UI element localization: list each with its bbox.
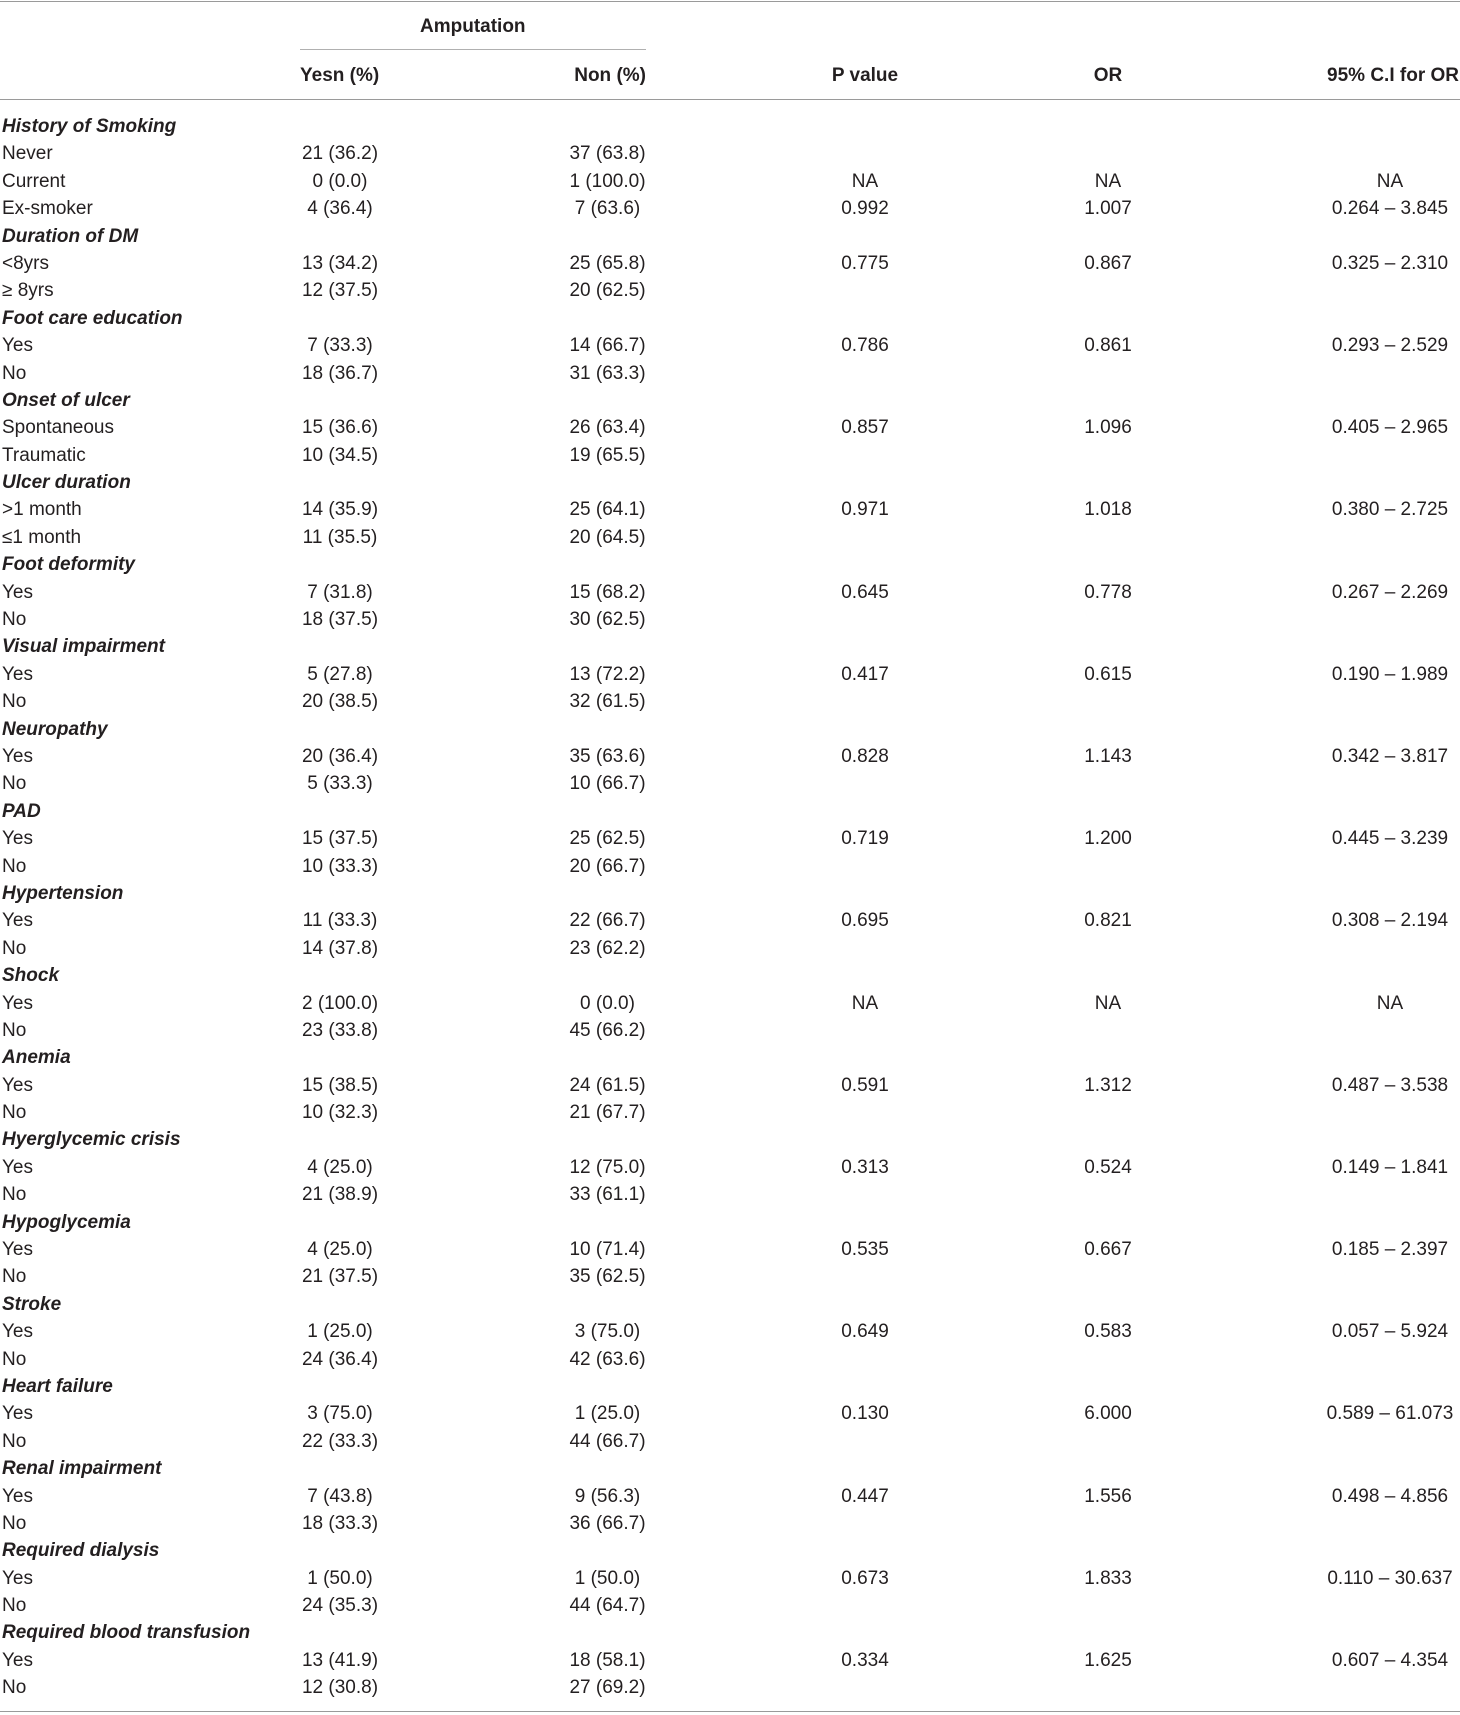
- yes-count-cell: 18 (37.5): [301, 609, 379, 631]
- row-label: PAD: [2, 800, 41, 822]
- row-label: Heart failure: [2, 1375, 113, 1397]
- p-value-cell: NA: [851, 992, 879, 1014]
- p-value-cell: 0.775: [841, 252, 889, 274]
- row-label: Hyerglycemic crisis: [2, 1129, 181, 1151]
- confidence-interval-cell: 0.264 – 3.845: [1331, 198, 1449, 220]
- p-value-cell: 0.695: [841, 910, 889, 932]
- yes-count-cell: 4 (25.0): [307, 1239, 373, 1261]
- row-label: Required dialysis: [2, 1540, 160, 1562]
- yes-count-cell: 18 (36.7): [301, 362, 379, 384]
- table-row: [0, 661, 1460, 688]
- table-section-heading: [0, 1126, 1460, 1153]
- confidence-interval-cell: 0.325 – 2.310: [1331, 252, 1449, 274]
- row-label: No: [2, 609, 27, 631]
- no-count-cell: 10 (66.7): [569, 773, 646, 795]
- table-section-heading: [0, 387, 1460, 414]
- odds-ratio-cell: 6.000: [1084, 1403, 1132, 1425]
- p-value-cell: 0.130: [841, 1403, 889, 1425]
- odds-ratio-cell: 0.667: [1084, 1239, 1132, 1261]
- no-count-cell: 3 (75.0): [574, 1321, 641, 1343]
- row-label: No: [2, 1019, 27, 1041]
- odds-ratio-cell: 1.018: [1084, 499, 1132, 521]
- no-count-cell: 0 (0.0): [580, 992, 635, 1014]
- yes-count-cell: 1 (50.0): [307, 1567, 373, 1589]
- no-count-cell: 44 (66.7): [569, 1430, 646, 1452]
- row-label: Yes: [2, 1649, 33, 1671]
- no-count-cell: 20 (62.5): [569, 280, 646, 302]
- table-section-heading: [0, 551, 1460, 578]
- yes-count-cell: 10 (32.3): [301, 1102, 379, 1124]
- no-count-cell: 19 (65.5): [569, 444, 646, 466]
- table-row: [0, 1263, 1460, 1290]
- row-label: Yes: [2, 663, 33, 685]
- col-header-yes: Yesn (%): [300, 65, 380, 86]
- no-count-cell: 33 (61.1): [569, 1184, 646, 1206]
- row-label: Neuropathy: [2, 718, 108, 740]
- p-value-cell: 0.992: [841, 198, 889, 220]
- row-label: Yes: [2, 910, 33, 932]
- row-label: Yes: [2, 1485, 33, 1507]
- row-label: Foot deformity: [2, 554, 135, 576]
- no-count-cell: 21 (67.7): [569, 1102, 646, 1124]
- yes-count-cell: 14 (35.9): [301, 499, 379, 521]
- row-label: Anemia: [2, 1047, 71, 1069]
- table-row: [0, 332, 1460, 359]
- no-count-cell: 20 (66.7): [569, 855, 646, 877]
- table-section-heading: [0, 1537, 1460, 1564]
- table-row: [0, 1181, 1460, 1208]
- table-row: [0, 442, 1460, 469]
- no-count-cell: 22 (66.7): [569, 910, 646, 932]
- row-label: Yes: [2, 745, 33, 767]
- row-label: Yes: [2, 1239, 33, 1261]
- row-label: Yes: [2, 828, 33, 850]
- no-count-cell: 35 (63.6): [569, 745, 646, 767]
- row-label: No: [2, 1595, 27, 1617]
- yes-count-cell: 20 (38.5): [301, 691, 379, 713]
- table-row: [0, 1674, 1460, 1701]
- table-section-heading: [0, 633, 1460, 660]
- no-count-cell: 37 (63.8): [569, 143, 646, 165]
- odds-ratio-cell: NA: [1094, 170, 1122, 192]
- no-count-cell: 30 (62.5): [569, 609, 646, 631]
- confidence-interval-cell: 0.342 – 3.817: [1331, 745, 1449, 767]
- yes-count-cell: 23 (33.8): [301, 1019, 379, 1041]
- p-value-cell: NA: [851, 170, 879, 192]
- table-row: [0, 195, 1460, 222]
- table-row: [0, 935, 1460, 962]
- col-header-ci: 95% C.I for OR: [1327, 65, 1459, 86]
- row-label: Traumatic: [2, 444, 86, 466]
- p-value-cell: 0.535: [841, 1239, 889, 1261]
- table-section-heading: [0, 1291, 1460, 1318]
- yes-count-cell: 1 (25.0): [307, 1321, 373, 1343]
- confidence-interval-cell: 0.185 – 2.397: [1331, 1239, 1449, 1261]
- table-row: [0, 743, 1460, 770]
- table-section-heading: [0, 1209, 1460, 1236]
- amputation-group-header: Amputation: [420, 16, 526, 37]
- row-label: No: [2, 1102, 27, 1124]
- table-row: [0, 770, 1460, 797]
- no-count-cell: 36 (66.7): [569, 1512, 646, 1534]
- confidence-interval-cell: 0.190 – 1.989: [1331, 663, 1449, 685]
- confidence-interval-cell: 0.110 – 30.637: [1327, 1567, 1453, 1589]
- row-label: Yes: [2, 992, 33, 1014]
- confidence-interval-cell: 0.498 – 4.856: [1331, 1485, 1449, 1507]
- no-count-cell: 20 (64.5): [569, 526, 646, 548]
- yes-count-cell: 0 (0.0): [312, 170, 368, 192]
- confidence-interval-cell: 0.589 – 61.073: [1326, 1403, 1454, 1425]
- no-count-cell: 35 (62.5): [569, 1266, 646, 1288]
- yes-count-cell: 12 (37.5): [301, 280, 379, 302]
- yes-count-cell: 15 (37.5): [301, 828, 379, 850]
- no-count-cell: 25 (65.8): [569, 252, 646, 274]
- table-row: [0, 1017, 1460, 1044]
- yes-count-cell: 13 (41.9): [301, 1649, 379, 1671]
- table-row: [0, 825, 1460, 852]
- p-value-cell: 0.786: [841, 335, 889, 357]
- row-label: Required blood transfusion: [2, 1622, 251, 1644]
- row-label: Yes: [2, 1567, 33, 1589]
- no-count-cell: 15 (68.2): [569, 581, 646, 603]
- table-section-heading: [0, 469, 1460, 496]
- yes-count-cell: 12 (30.8): [301, 1677, 379, 1699]
- table-section-heading: [0, 223, 1460, 250]
- row-label: No: [2, 691, 27, 713]
- row-label: Renal impairment: [2, 1458, 162, 1480]
- yes-count-cell: 24 (35.3): [301, 1595, 379, 1617]
- row-label: No: [2, 1266, 27, 1288]
- odds-ratio-cell: 1.096: [1084, 417, 1132, 439]
- table-section-heading: [0, 305, 1460, 332]
- odds-ratio-cell: 1.625: [1084, 1649, 1132, 1671]
- odds-ratio-cell: 1.200: [1084, 828, 1132, 850]
- p-value-cell: 0.649: [841, 1321, 889, 1343]
- table-row: [0, 606, 1460, 633]
- odds-ratio-cell: 0.778: [1084, 581, 1132, 603]
- row-label: Duration of DM: [2, 225, 139, 247]
- odds-ratio-cell: 1.556: [1084, 1485, 1132, 1507]
- table-row: [0, 1072, 1460, 1099]
- odds-ratio-cell: 1.143: [1084, 745, 1132, 767]
- table-row: [0, 414, 1460, 441]
- row-label: No: [2, 937, 27, 959]
- odds-ratio-cell: 1.833: [1084, 1567, 1132, 1589]
- yes-count-cell: 7 (33.3): [307, 335, 373, 357]
- p-value-cell: 0.417: [841, 663, 889, 685]
- table-row: [0, 360, 1460, 387]
- table-row: [0, 1428, 1460, 1455]
- row-label: Visual impairment: [2, 636, 165, 658]
- yes-count-cell: 21 (36.2): [301, 143, 379, 165]
- odds-ratio-cell: 0.821: [1084, 910, 1132, 932]
- table-row: [0, 579, 1460, 606]
- p-value-cell: 0.673: [841, 1567, 889, 1589]
- confidence-interval-cell: 0.607 – 4.354: [1331, 1649, 1449, 1671]
- no-count-cell: 18 (58.1): [569, 1649, 646, 1671]
- no-count-cell: 44 (64.7): [569, 1595, 646, 1617]
- no-count-cell: 1 (100.0): [569, 170, 646, 192]
- row-label: Yes: [2, 1156, 33, 1178]
- table-row: [0, 1647, 1460, 1674]
- no-count-cell: 25 (62.5): [569, 828, 646, 850]
- yes-count-cell: 5 (33.3): [307, 773, 373, 795]
- no-count-cell: 45 (66.2): [569, 1019, 646, 1041]
- row-label: History of Smoking: [2, 116, 177, 137]
- no-count-cell: 12 (75.0): [569, 1156, 646, 1178]
- row-label: Ex-smoker: [2, 198, 93, 220]
- yes-count-cell: 2 (100.0): [301, 992, 379, 1014]
- p-value-cell: 0.591: [841, 1074, 889, 1096]
- row-label: No: [2, 362, 27, 384]
- yes-count-cell: 11 (35.5): [302, 526, 378, 548]
- odds-ratio-cell: 0.867: [1084, 252, 1132, 274]
- table-section-heading: [0, 1455, 1460, 1482]
- table-row: [0, 1400, 1460, 1427]
- no-count-cell: 31 (63.3): [569, 362, 646, 384]
- confidence-interval-cell: 0.380 – 2.725: [1331, 499, 1449, 521]
- yes-count-cell: 4 (25.0): [307, 1156, 373, 1178]
- confidence-interval-cell: 0.445 – 3.239: [1331, 828, 1449, 850]
- table-row: [0, 907, 1460, 934]
- table-row: [0, 688, 1460, 715]
- table-row: [0, 1318, 1460, 1345]
- odds-ratio-cell: 0.615: [1084, 663, 1132, 685]
- no-count-cell: 1 (25.0): [574, 1403, 641, 1425]
- no-count-cell: 23 (62.2): [569, 937, 646, 959]
- row-label: Yes: [2, 581, 33, 603]
- p-value-cell: 0.857: [841, 417, 889, 439]
- confidence-interval-cell: 0.308 – 2.194: [1331, 910, 1449, 932]
- table-body: [0, 113, 1460, 1702]
- table-row: [0, 168, 1460, 195]
- yes-count-cell: 18 (33.3): [301, 1512, 379, 1534]
- row-label: ≤1 month: [2, 526, 82, 548]
- table-row: [0, 1483, 1460, 1510]
- table-row: [0, 1510, 1460, 1537]
- table-section-heading: [0, 1619, 1460, 1646]
- yes-count-cell: 15 (36.6): [301, 417, 379, 439]
- yes-count-cell: 24 (36.4): [301, 1348, 379, 1370]
- no-count-cell: 26 (63.4): [569, 417, 646, 439]
- confidence-interval-cell: 0.057 – 5.924: [1331, 1321, 1449, 1343]
- row-label: <8yrs: [2, 252, 49, 274]
- row-label: Foot care education: [2, 307, 183, 329]
- no-count-cell: 13 (72.2): [569, 663, 646, 685]
- yes-count-cell: 5 (27.8): [307, 663, 373, 685]
- row-label: Spontaneous: [2, 417, 114, 439]
- confidence-interval-cell: 0.487 – 3.538: [1331, 1074, 1449, 1096]
- odds-ratio-cell: 1.312: [1084, 1074, 1132, 1096]
- yes-count-cell: 3 (75.0): [307, 1403, 373, 1425]
- col-header-or: OR: [1093, 65, 1123, 86]
- row-label: ≥ 8yrs: [2, 280, 54, 302]
- table-section-heading: [0, 1044, 1460, 1071]
- yes-count-cell: 21 (37.5): [301, 1266, 379, 1288]
- row-label: No: [2, 1430, 27, 1452]
- no-count-cell: 7 (63.6): [574, 198, 641, 220]
- yes-count-cell: 7 (43.8): [307, 1485, 373, 1507]
- row-label: No: [2, 773, 27, 795]
- row-label: Hypertension: [2, 882, 124, 904]
- table-section-heading: [0, 880, 1460, 907]
- yes-count-cell: 20 (36.4): [301, 745, 379, 767]
- table-section-heading: [0, 113, 1460, 140]
- col-header-no: Non (%): [574, 65, 646, 86]
- odds-ratio-cell: 1.007: [1084, 198, 1132, 220]
- row-label: Hypoglycemia: [2, 1211, 131, 1233]
- odds-ratio-cell: NA: [1094, 992, 1122, 1014]
- odds-ratio-cell: 0.861: [1084, 335, 1132, 357]
- yes-count-cell: 10 (34.5): [301, 444, 379, 466]
- table-row: [0, 853, 1460, 880]
- table-bottom-rule: [0, 1711, 1460, 1712]
- table-row: [0, 1154, 1460, 1181]
- table-row: [0, 496, 1460, 523]
- no-count-cell: 24 (61.5): [569, 1074, 646, 1096]
- yes-count-cell: 11 (33.3): [302, 910, 378, 932]
- row-label: >1 month: [2, 499, 82, 521]
- p-value-cell: 0.313: [841, 1156, 889, 1178]
- confidence-interval-cell: NA: [1376, 992, 1404, 1014]
- no-count-cell: 10 (71.4): [569, 1239, 646, 1261]
- row-label: Ulcer duration: [2, 472, 131, 494]
- table-row: [0, 1592, 1460, 1619]
- confidence-interval-cell: 0.149 – 1.841: [1331, 1156, 1449, 1178]
- yes-count-cell: 4 (36.4): [307, 198, 373, 220]
- no-count-cell: 25 (64.1): [569, 499, 646, 521]
- row-label: Never: [2, 143, 53, 165]
- yes-count-cell: 7 (31.8): [307, 581, 373, 603]
- row-label: Yes: [2, 1074, 33, 1096]
- row-label: Shock: [2, 965, 60, 987]
- no-count-cell: 1 (50.0): [574, 1567, 641, 1589]
- odds-ratio-cell: 0.583: [1084, 1321, 1132, 1343]
- table-top-rule: [0, 1, 1460, 2]
- p-value-cell: 0.334: [841, 1649, 889, 1671]
- group-header-underline: [300, 49, 646, 50]
- yes-count-cell: 22 (33.3): [301, 1430, 379, 1452]
- table-row: [0, 524, 1460, 551]
- row-label: No: [2, 1512, 27, 1534]
- col-header-p-value: P value: [831, 65, 899, 86]
- table-section-heading: [0, 962, 1460, 989]
- confidence-interval-cell: NA: [1376, 170, 1404, 192]
- p-value-cell: 0.645: [841, 581, 889, 603]
- no-count-cell: 9 (56.3): [574, 1485, 641, 1507]
- yes-count-cell: 13 (34.2): [301, 252, 379, 274]
- row-label: No: [2, 1677, 27, 1699]
- yes-count-cell: 14 (37.8): [301, 937, 379, 959]
- yes-count-cell: 15 (38.5): [301, 1074, 379, 1096]
- p-value-cell: 0.719: [841, 828, 889, 850]
- table-row: [0, 250, 1460, 277]
- header-bottom-rule: [0, 99, 1460, 100]
- p-value-cell: 0.971: [841, 499, 889, 521]
- row-label: No: [2, 1184, 27, 1206]
- table-section-heading: [0, 1373, 1460, 1400]
- row-label: Current: [2, 170, 66, 192]
- row-label: Yes: [2, 1403, 33, 1425]
- no-count-cell: 42 (63.6): [569, 1348, 646, 1370]
- row-label: Onset of ulcer: [2, 389, 130, 411]
- yes-count-cell: 10 (33.3): [301, 855, 379, 877]
- row-label: Stroke: [2, 1293, 62, 1315]
- row-label: No: [2, 1348, 27, 1370]
- row-label: No: [2, 855, 27, 877]
- table-row: [0, 1099, 1460, 1126]
- odds-ratio-cell: 0.524: [1084, 1156, 1132, 1178]
- table-row: [0, 1346, 1460, 1373]
- no-count-cell: 32 (61.5): [569, 691, 646, 713]
- table-row: [0, 277, 1460, 304]
- row-label: Yes: [2, 1321, 33, 1343]
- p-value-cell: 0.447: [841, 1485, 889, 1507]
- table-row: [0, 1236, 1460, 1263]
- row-label: Yes: [2, 335, 33, 357]
- confidence-interval-cell: 0.267 – 2.269: [1331, 581, 1449, 603]
- p-value-cell: 0.828: [841, 745, 889, 767]
- no-count-cell: 14 (66.7): [569, 335, 646, 357]
- table-row: [0, 140, 1460, 167]
- table-row: [0, 1565, 1460, 1592]
- confidence-interval-cell: 0.293 – 2.529: [1331, 335, 1449, 357]
- yes-count-cell: 21 (38.9): [301, 1184, 379, 1206]
- table-section-heading: [0, 716, 1460, 743]
- no-count-cell: 27 (69.2): [569, 1677, 646, 1699]
- table-section-heading: [0, 798, 1460, 825]
- table-row: [0, 990, 1460, 1017]
- confidence-interval-cell: 0.405 – 2.965: [1331, 417, 1449, 439]
